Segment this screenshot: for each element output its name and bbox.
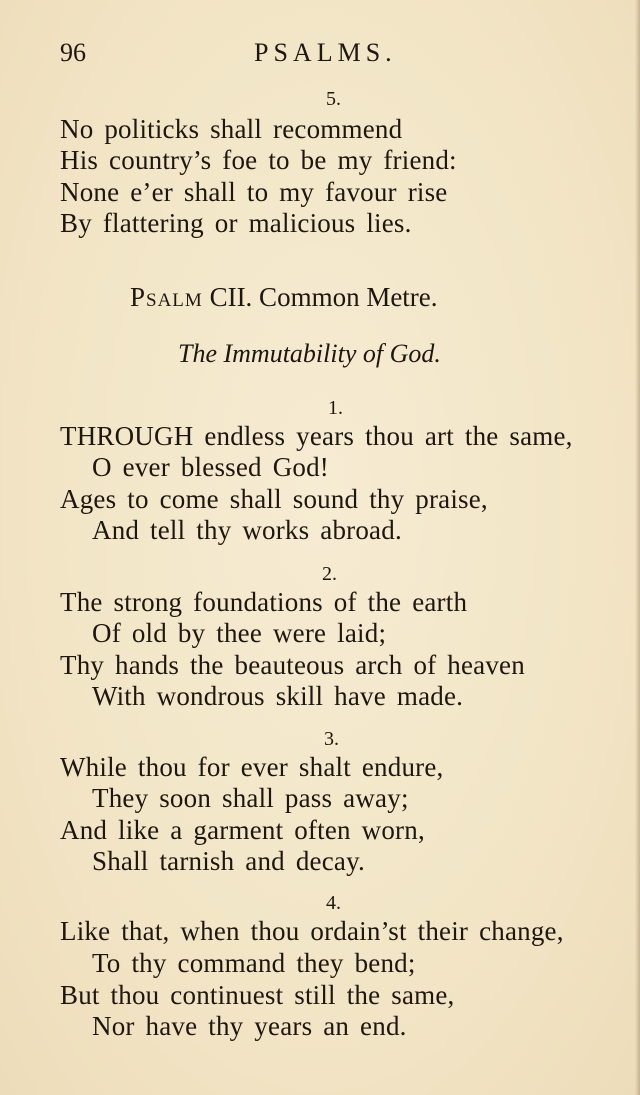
verse-line: And tell thy works abroad.	[92, 515, 402, 545]
verse-number: 5.	[326, 88, 341, 110]
verse-line: The strong foundations of the earth	[60, 587, 468, 617]
verse-line: Nor have thy years an end.	[92, 1011, 407, 1041]
page-edge-shadow	[635, 0, 640, 1095]
verse-line: Like that, when thou ordain’st their change,	[60, 916, 564, 946]
verse-number: 2.	[322, 563, 337, 585]
verse-line: THROUGH endless years thou art the same,	[60, 421, 573, 451]
verse-number: 4.	[326, 892, 341, 914]
verse-line: By flattering or malicious lies.	[60, 208, 412, 238]
verse-line: But thou continuest still the same,	[60, 980, 455, 1010]
verse-number: 3.	[324, 728, 339, 750]
verse-line: Thy hands the beauteous arch of heaven	[60, 650, 525, 680]
verse-line: Of old by thee were laid;	[92, 618, 387, 648]
verse-line: O ever blessed God!	[92, 452, 329, 482]
running-title: PSALMS.	[254, 38, 397, 67]
verse-line: And like a garment often worn,	[60, 815, 425, 845]
psalm-heading-label: Psalm	[130, 282, 203, 312]
psalm-heading-rest: CII. Common Metre.	[209, 282, 438, 312]
verse-line: His country’s foe to be my friend:	[60, 145, 457, 175]
verse-line: While thou for ever shalt endure,	[60, 752, 444, 782]
psalm-subtitle: The Immutability of God.	[178, 339, 441, 368]
psalm-heading	[130, 282, 438, 313]
page-number: 96	[60, 38, 86, 67]
verse-number: 1.	[328, 397, 343, 419]
verse-line: They soon shall pass away;	[92, 783, 409, 813]
verse-line: No politicks shall recommend	[60, 114, 403, 144]
verse-line: Shall tarnish and decay.	[92, 846, 365, 876]
verse-line: None e’er shall to my favour rise	[60, 177, 448, 207]
verse-line: To thy command they bend;	[92, 948, 416, 978]
verse-line: Ages to come shall sound thy praise,	[60, 484, 488, 514]
verse-line: With wondrous skill have made.	[92, 681, 464, 711]
